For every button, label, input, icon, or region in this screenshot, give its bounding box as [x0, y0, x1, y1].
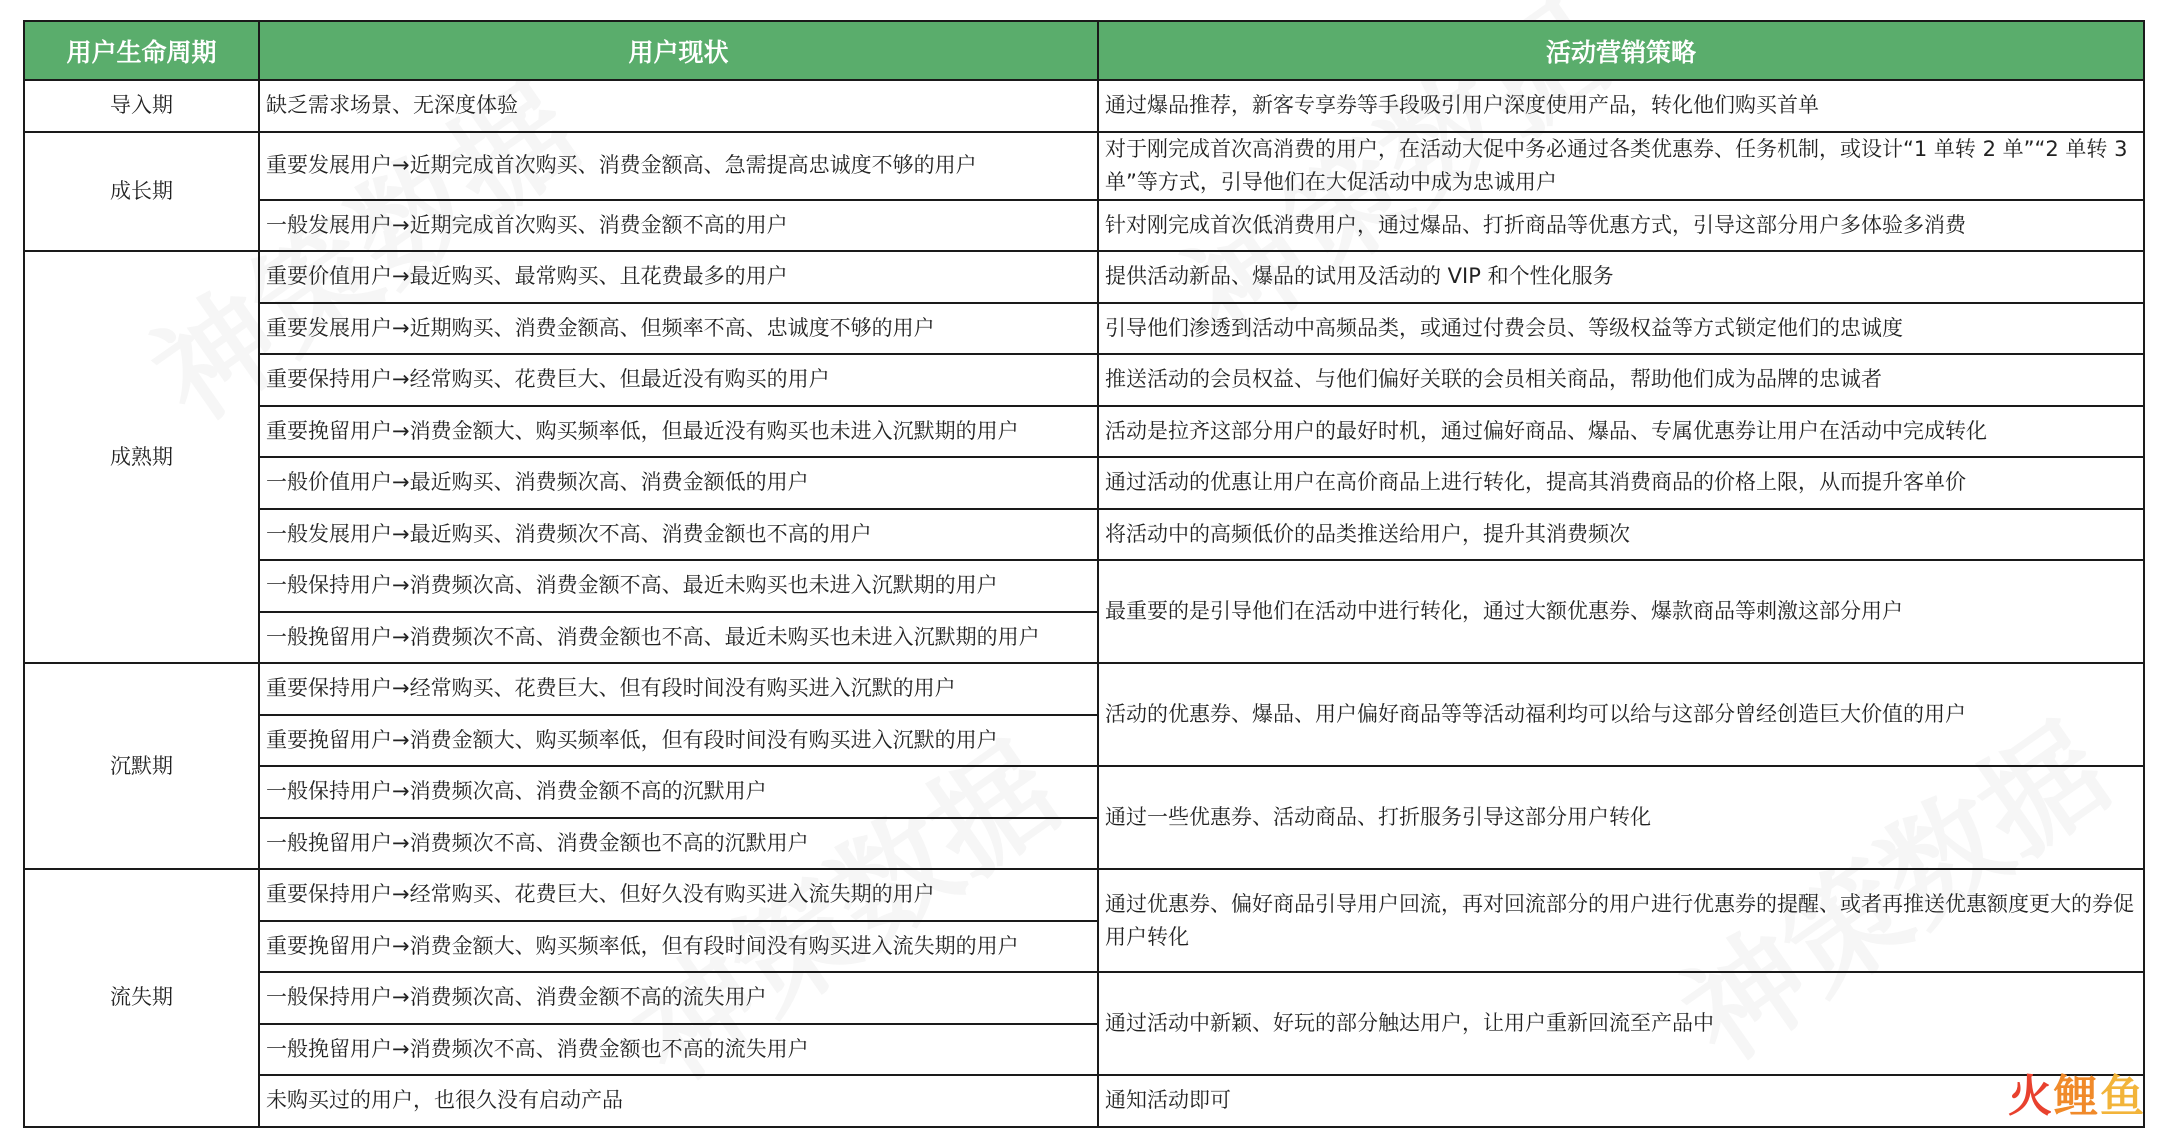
status-cell: 一般价值用户→最近购买、消费频次高、消费金额低的用户: [259, 457, 1098, 509]
site-logo: [2008, 1060, 2144, 1124]
status-cell: 重要挽留用户→消费金额大、购买频率低，但最近没有购买也未进入沉默期的用户: [259, 406, 1098, 458]
table-row: [24, 766, 2144, 818]
status-cell: 重要保持用户→经常购买、花费巨大、但最近没有购买的用户: [259, 354, 1098, 406]
table-row: [24, 457, 2144, 509]
status-cell: 一般保持用户→消费频次高、消费金额不高的流失用户: [259, 972, 1098, 1024]
strategy-cell: 对于刚完成首次高消费的用户，在活动大促中务必通过各类优惠券、任务机制，或设计“1 单转 2 单”“2 单转 3 单”等方式，引导他们在大促活动中成为忠诚用户: [1098, 132, 2144, 200]
table-row: [24, 1075, 2144, 1127]
header-row: [24, 21, 2144, 80]
status-cell: 一般保持用户→消费频次高、消费金额不高的沉默用户: [259, 766, 1098, 818]
stage-intro: 导入期: [24, 80, 259, 132]
header-strategy: 活动营销策略: [1098, 21, 2144, 80]
table-row: [24, 972, 2144, 1024]
table-row: [24, 663, 2144, 715]
status-cell: 重要价值用户→最近购买、最常购买、且花费最多的用户: [259, 251, 1098, 303]
lifecycle-strategy-table: [23, 20, 2145, 1128]
strategy-cell: 将活动中的高频低价的品类推送给用户，提升其消费频次: [1098, 509, 2144, 561]
strategy-cell: 通过优惠券、偏好商品引导用户回流，再对回流部分的用户进行优惠券的提醒、或者再推送优惠额度更大的券促用户转化: [1098, 869, 2144, 972]
status-cell: 重要挽留用户→消费金额大、购买频率低，但有段时间没有购买进入沉默的用户: [259, 715, 1098, 767]
logo-char: 鲤: [2054, 1071, 2098, 1122]
status-cell: 一般挽留用户→消费频次不高、消费金额也不高的沉默用户: [259, 818, 1098, 870]
table-row: [24, 251, 2144, 303]
strategy-cell: 最重要的是引导他们在活动中进行转化，通过大额优惠券、爆款商品等刺激这部分用户: [1098, 560, 2144, 663]
header-stage: 用户生命周期: [24, 21, 259, 80]
status-cell: 重要发展用户→近期购买、消费金额高、但频率不高、忠诚度不够的用户: [259, 303, 1098, 355]
strategy-cell: 通过爆品推荐，新客专享券等手段吸引用户深度使用产品，转化他们购买首单: [1098, 80, 2144, 132]
strategy-cell: 引导他们渗透到活动中高频品类，或通过付费会员、等级权益等方式锁定他们的忠诚度: [1098, 303, 2144, 355]
header-status: 用户现状: [259, 21, 1098, 80]
status-cell: 缺乏需求场景、无深度体验: [259, 80, 1098, 132]
stage-churn: 流失期: [24, 869, 259, 1127]
strategy-cell: 通过一些优惠券、活动商品、打折服务引导这部分用户转化: [1098, 766, 2144, 869]
strategy-cell: 通过活动的优惠让用户在高价商品上进行转化，提高其消费商品的价格上限，从而提升客单价: [1098, 457, 2144, 509]
strategy-cell: 推送活动的会员权益、与他们偏好关联的会员相关商品，帮助他们成为品牌的忠诚者: [1098, 354, 2144, 406]
table-row: [24, 132, 2144, 200]
table-row: [24, 509, 2144, 561]
table-row: [24, 80, 2144, 132]
strategy-cell: 通知活动即可: [1098, 1075, 2144, 1127]
strategy-cell: 通过活动中新颖、好玩的部分触达用户，让用户重新回流至产品中: [1098, 972, 2144, 1075]
status-cell: 一般发展用户→最近购买、消费频次不高、消费金额也不高的用户: [259, 509, 1098, 561]
table-row: [24, 303, 2144, 355]
strategy-cell: 提供活动新品、爆品的试用及活动的 VIP 和个性化服务: [1098, 251, 2144, 303]
status-cell: 重要发展用户→近期完成首次购买、消费金额高、急需提高忠诚度不够的用户: [259, 132, 1098, 200]
status-cell: 重要保持用户→经常购买、花费巨大、但有段时间没有购买进入沉默的用户: [259, 663, 1098, 715]
status-cell: 一般挽留用户→消费频次不高、消费金额也不高的流失用户: [259, 1024, 1098, 1076]
status-cell: 一般发展用户→近期完成首次购买、消费金额不高的用户: [259, 200, 1098, 252]
logo-char: 火: [2008, 1071, 2052, 1122]
table-row: [24, 354, 2144, 406]
status-cell: 一般保持用户→消费频次高、消费金额不高、最近未购买也未进入沉默期的用户: [259, 560, 1098, 612]
strategy-cell: 活动的优惠券、爆品、用户偏好商品等等活动福利均可以给与这部分曾经创造巨大价值的用户: [1098, 663, 2144, 766]
logo-char: 鱼: [2100, 1071, 2144, 1122]
table-row: [24, 200, 2144, 252]
status-cell: 一般挽留用户→消费频次不高、消费金额也不高、最近未购买也未进入沉默期的用户: [259, 612, 1098, 664]
stage-mature: 成熟期: [24, 251, 259, 663]
status-cell: 重要挽留用户→消费金额大、购买频率低，但有段时间没有购买进入流失期的用户: [259, 921, 1098, 973]
strategy-cell: 针对刚完成首次低消费用户，通过爆品、打折商品等优惠方式，引导这部分用户多体验多消费: [1098, 200, 2144, 252]
stage-silent: 沉默期: [24, 663, 259, 869]
table-row: [24, 869, 2144, 921]
status-cell: 重要保持用户→经常购买、花费巨大、但好久没有购买进入流失期的用户: [259, 869, 1098, 921]
table-row: [24, 560, 2144, 612]
table-row: [24, 406, 2144, 458]
strategy-cell: 活动是拉齐这部分用户的最好时机，通过偏好商品、爆品、专属优惠券让用户在活动中完成转化: [1098, 406, 2144, 458]
stage-growth: 成长期: [24, 132, 259, 252]
status-cell: 未购买过的用户，也很久没有启动产品: [259, 1075, 1098, 1127]
